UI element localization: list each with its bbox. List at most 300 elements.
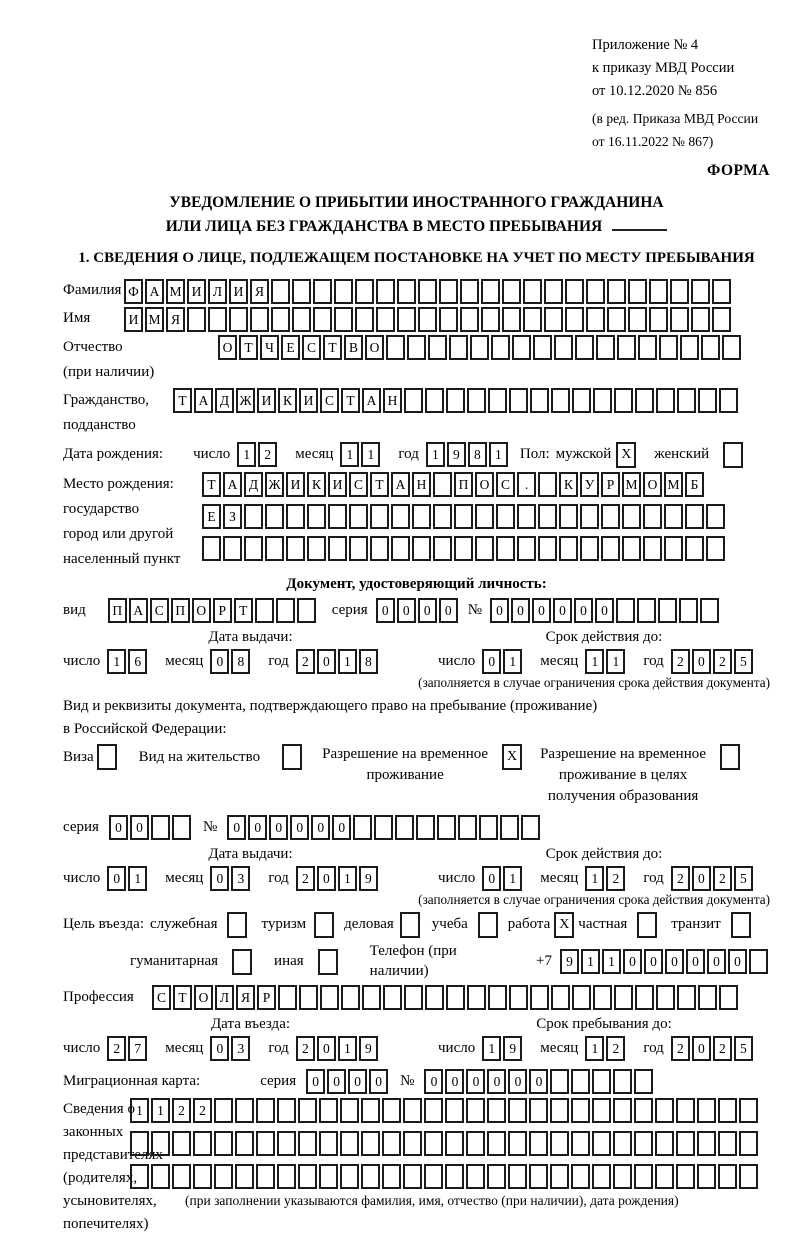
form-cell[interactable]: 0 [532, 598, 551, 623]
form-cell[interactable]: А [145, 279, 164, 304]
form-cell[interactable]: 0 [686, 949, 705, 974]
form-cell[interactable] [571, 1098, 590, 1123]
form-cell[interactable] [292, 307, 311, 332]
form-cell[interactable]: С [150, 598, 169, 623]
form-cell[interactable] [412, 504, 431, 529]
form-cell[interactable] [659, 335, 678, 360]
form-cell[interactable] [475, 504, 494, 529]
form-cell[interactable]: 9 [447, 442, 466, 467]
form-cell[interactable] [297, 598, 316, 623]
form-cell[interactable] [397, 279, 416, 304]
form-cell[interactable]: Т [239, 335, 258, 360]
form-cell[interactable] [706, 536, 725, 561]
form-cell[interactable]: В [344, 335, 363, 360]
form-cell[interactable]: О [192, 598, 211, 623]
form-cell[interactable]: И [124, 307, 143, 332]
form-cell[interactable] [530, 985, 549, 1010]
form-cell[interactable]: Д [244, 472, 263, 497]
form-cell[interactable] [298, 1164, 317, 1189]
form-cell[interactable] [622, 536, 641, 561]
form-cell[interactable] [202, 536, 221, 561]
form-cell[interactable] [592, 1069, 611, 1094]
form-cell[interactable] [488, 985, 507, 1010]
form-cell[interactable] [643, 504, 662, 529]
form-cell[interactable] [679, 598, 698, 623]
form-cell[interactable]: 9 [560, 949, 579, 974]
form-cell[interactable] [307, 536, 326, 561]
form-cell[interactable]: И [328, 472, 347, 497]
form-cell[interactable] [235, 1098, 254, 1123]
form-cell[interactable] [151, 815, 170, 840]
form-cell[interactable] [403, 1131, 422, 1156]
form-cell[interactable]: 1 [338, 649, 357, 674]
form-cell[interactable]: З [223, 504, 242, 529]
form-cell[interactable]: . [517, 472, 536, 497]
form-cell[interactable] [617, 335, 636, 360]
form-cell[interactable] [130, 1164, 149, 1189]
form-cell[interactable]: С [349, 472, 368, 497]
form-cell[interactable] [340, 1164, 359, 1189]
form-cell[interactable] [271, 307, 290, 332]
form-cell[interactable]: Ф [124, 279, 143, 304]
form-cell[interactable] [307, 504, 326, 529]
form-cell[interactable] [656, 985, 675, 1010]
form-cell[interactable] [361, 1164, 380, 1189]
form-cell[interactable]: 0 [424, 1069, 443, 1094]
form-cell[interactable] [655, 1131, 674, 1156]
form-cell[interactable] [638, 335, 657, 360]
form-cell[interactable] [428, 335, 447, 360]
form-cell[interactable] [593, 388, 612, 413]
form-cell[interactable]: 1 [585, 1036, 604, 1061]
form-cell[interactable] [403, 1164, 422, 1189]
form-cell[interactable] [328, 536, 347, 561]
form-cell[interactable] [370, 504, 389, 529]
form-cell[interactable]: О [643, 472, 662, 497]
form-cell[interactable] [386, 335, 405, 360]
form-cell[interactable]: 1 [361, 442, 380, 467]
form-cell[interactable] [208, 307, 227, 332]
form-cell[interactable] [460, 307, 479, 332]
form-cell[interactable] [613, 1098, 632, 1123]
form-cell[interactable] [278, 985, 297, 1010]
form-cell[interactable]: 0 [692, 649, 711, 674]
form-cell[interactable]: 1 [503, 649, 522, 674]
form-cell[interactable]: 0 [109, 815, 128, 840]
purpose-study-checkbox[interactable] [478, 912, 498, 938]
form-cell[interactable]: 0 [665, 949, 684, 974]
form-cell[interactable]: 1 [338, 866, 357, 891]
form-cell[interactable] [320, 985, 339, 1010]
form-cell[interactable]: Т [370, 472, 389, 497]
form-cell[interactable] [649, 279, 668, 304]
form-cell[interactable]: 0 [482, 866, 501, 891]
form-cell[interactable] [382, 1164, 401, 1189]
form-cell[interactable]: 9 [503, 1036, 522, 1061]
form-cell[interactable]: 0 [553, 598, 572, 623]
form-cell[interactable]: Е [202, 504, 221, 529]
form-cell[interactable]: А [223, 472, 242, 497]
form-cell[interactable]: Р [213, 598, 232, 623]
form-cell[interactable] [445, 1164, 464, 1189]
form-cell[interactable]: 5 [734, 649, 753, 674]
form-cell[interactable] [223, 536, 242, 561]
form-cell[interactable]: 1 [128, 866, 147, 891]
form-cell[interactable] [691, 279, 710, 304]
purpose-transit-checkbox[interactable] [731, 912, 751, 938]
form-cell[interactable]: 0 [487, 1069, 506, 1094]
form-cell[interactable] [479, 815, 498, 840]
form-cell[interactable]: 0 [692, 866, 711, 891]
form-cell[interactable] [433, 536, 452, 561]
form-cell[interactable] [628, 307, 647, 332]
form-cell[interactable]: 0 [623, 949, 642, 974]
form-cell[interactable] [349, 504, 368, 529]
form-cell[interactable] [517, 536, 536, 561]
form-cell[interactable] [256, 1131, 275, 1156]
form-cell[interactable]: 2 [713, 866, 732, 891]
form-cell[interactable]: О [365, 335, 384, 360]
form-cell[interactable] [622, 504, 641, 529]
form-cell[interactable]: 0 [508, 1069, 527, 1094]
residence-permit-checkbox[interactable] [282, 744, 302, 770]
form-cell[interactable]: 1 [489, 442, 508, 467]
form-cell[interactable]: 1 [338, 1036, 357, 1061]
form-cell[interactable]: 2 [296, 649, 315, 674]
form-cell[interactable] [214, 1164, 233, 1189]
form-cell[interactable] [670, 279, 689, 304]
form-cell[interactable] [187, 307, 206, 332]
form-cell[interactable] [418, 279, 437, 304]
form-cell[interactable]: 0 [327, 1069, 346, 1094]
form-cell[interactable]: С [302, 335, 321, 360]
form-cell[interactable]: М [622, 472, 641, 497]
form-cell[interactable] [500, 815, 519, 840]
form-cell[interactable] [523, 307, 542, 332]
form-cell[interactable] [586, 307, 605, 332]
form-cell[interactable] [571, 1069, 590, 1094]
form-cell[interactable] [521, 815, 540, 840]
form-cell[interactable] [509, 388, 528, 413]
form-cell[interactable] [575, 335, 594, 360]
form-cell[interactable] [256, 1164, 275, 1189]
form-cell[interactable]: 0 [482, 649, 501, 674]
temp-residence-edu-checkbox[interactable] [720, 744, 740, 770]
form-cell[interactable] [616, 598, 635, 623]
form-cell[interactable] [544, 307, 563, 332]
form-cell[interactable] [277, 1164, 296, 1189]
form-cell[interactable] [412, 536, 431, 561]
form-cell[interactable]: 5 [734, 866, 753, 891]
form-cell[interactable]: 2 [296, 866, 315, 891]
form-cell[interactable]: 0 [574, 598, 593, 623]
form-cell[interactable] [439, 307, 458, 332]
form-cell[interactable] [700, 598, 719, 623]
form-cell[interactable] [634, 1131, 653, 1156]
form-cell[interactable]: 0 [290, 815, 309, 840]
form-cell[interactable] [698, 388, 717, 413]
form-cell[interactable]: 2 [296, 1036, 315, 1061]
form-cell[interactable] [319, 1164, 338, 1189]
form-cell[interactable]: 1 [340, 442, 359, 467]
form-cell[interactable] [586, 279, 605, 304]
form-cell[interactable]: Т [323, 335, 342, 360]
form-cell[interactable] [592, 1164, 611, 1189]
form-cell[interactable] [592, 1131, 611, 1156]
purpose-commercial-checkbox[interactable] [400, 912, 420, 938]
form-cell[interactable] [424, 1098, 443, 1123]
form-cell[interactable] [355, 307, 374, 332]
form-cell[interactable]: Р [601, 472, 620, 497]
temp-residence-checkbox[interactable]: X [502, 744, 522, 770]
form-cell[interactable]: 1 [237, 442, 256, 467]
form-cell[interactable]: 0 [348, 1069, 367, 1094]
form-cell[interactable] [446, 985, 465, 1010]
form-cell[interactable]: Т [173, 388, 192, 413]
form-cell[interactable]: 1 [503, 866, 522, 891]
form-cell[interactable] [172, 815, 191, 840]
form-cell[interactable] [292, 279, 311, 304]
form-cell[interactable] [533, 335, 552, 360]
form-cell[interactable] [214, 1098, 233, 1123]
form-cell[interactable]: 0 [248, 815, 267, 840]
form-cell[interactable] [685, 536, 704, 561]
form-cell[interactable] [151, 1164, 170, 1189]
form-cell[interactable]: Я [250, 279, 269, 304]
form-cell[interactable] [328, 504, 347, 529]
form-cell[interactable] [712, 279, 731, 304]
form-cell[interactable] [487, 1098, 506, 1123]
form-cell[interactable]: М [664, 472, 683, 497]
form-cell[interactable] [151, 1131, 170, 1156]
form-cell[interactable]: 0 [317, 866, 336, 891]
form-cell[interactable] [313, 279, 332, 304]
form-cell[interactable] [685, 504, 704, 529]
form-cell[interactable] [614, 388, 633, 413]
form-cell[interactable] [458, 815, 477, 840]
form-cell[interactable] [565, 307, 584, 332]
form-cell[interactable] [244, 536, 263, 561]
form-cell[interactable] [698, 985, 717, 1010]
form-cell[interactable]: 5 [734, 1036, 753, 1061]
form-cell[interactable] [601, 504, 620, 529]
form-cell[interactable] [488, 388, 507, 413]
form-cell[interactable] [445, 1131, 464, 1156]
form-cell[interactable]: О [218, 335, 237, 360]
form-cell[interactable] [271, 279, 290, 304]
form-cell[interactable] [664, 536, 683, 561]
form-cell[interactable] [433, 504, 452, 529]
form-cell[interactable] [130, 1131, 149, 1156]
form-cell[interactable]: 2 [713, 649, 732, 674]
form-cell[interactable]: Е [281, 335, 300, 360]
form-cell[interactable]: 7 [128, 1036, 147, 1061]
form-cell[interactable] [664, 504, 683, 529]
form-cell[interactable]: 0 [210, 1036, 229, 1061]
form-cell[interactable]: К [278, 388, 297, 413]
form-cell[interactable] [572, 985, 591, 1010]
form-cell[interactable]: А [362, 388, 381, 413]
form-cell[interactable]: 0 [728, 949, 747, 974]
form-cell[interactable] [656, 388, 675, 413]
form-cell[interactable] [255, 598, 274, 623]
form-cell[interactable] [739, 1098, 758, 1123]
form-cell[interactable] [596, 335, 615, 360]
form-cell[interactable]: А [129, 598, 148, 623]
form-cell[interactable]: 0 [644, 949, 663, 974]
form-cell[interactable]: Я [236, 985, 255, 1010]
form-cell[interactable] [391, 536, 410, 561]
form-cell[interactable] [550, 1098, 569, 1123]
form-cell[interactable] [481, 307, 500, 332]
form-cell[interactable]: 8 [359, 649, 378, 674]
purpose-tourism-checkbox[interactable] [314, 912, 334, 938]
form-cell[interactable] [565, 279, 584, 304]
form-cell[interactable] [481, 279, 500, 304]
form-cell[interactable]: 6 [128, 649, 147, 674]
form-cell[interactable] [403, 1098, 422, 1123]
form-cell[interactable] [508, 1131, 527, 1156]
form-cell[interactable] [613, 1069, 632, 1094]
form-cell[interactable] [712, 307, 731, 332]
form-cell[interactable] [601, 536, 620, 561]
form-cell[interactable] [382, 1098, 401, 1123]
form-cell[interactable] [362, 985, 381, 1010]
form-cell[interactable] [496, 536, 515, 561]
form-cell[interactable] [680, 335, 699, 360]
form-cell[interactable] [460, 279, 479, 304]
form-cell[interactable]: 0 [445, 1069, 464, 1094]
form-cell[interactable]: 0 [418, 598, 437, 623]
form-cell[interactable] [425, 985, 444, 1010]
form-cell[interactable]: К [307, 472, 326, 497]
form-cell[interactable] [739, 1131, 758, 1156]
form-cell[interactable]: 1 [585, 649, 604, 674]
form-cell[interactable] [571, 1164, 590, 1189]
form-cell[interactable] [554, 335, 573, 360]
form-cell[interactable] [276, 598, 295, 623]
form-cell[interactable]: С [320, 388, 339, 413]
form-cell[interactable]: 1 [602, 949, 621, 974]
form-cell[interactable] [425, 388, 444, 413]
form-cell[interactable] [655, 1098, 674, 1123]
form-cell[interactable]: 0 [332, 815, 351, 840]
form-cell[interactable]: 0 [595, 598, 614, 623]
form-cell[interactable]: 9 [359, 866, 378, 891]
form-cell[interactable] [749, 949, 768, 974]
form-cell[interactable]: Н [383, 388, 402, 413]
form-cell[interactable] [592, 1098, 611, 1123]
form-cell[interactable] [319, 1131, 338, 1156]
form-cell[interactable] [508, 1164, 527, 1189]
form-cell[interactable] [298, 1131, 317, 1156]
form-cell[interactable]: Д [215, 388, 234, 413]
form-cell[interactable] [256, 1098, 275, 1123]
form-cell[interactable] [376, 279, 395, 304]
form-cell[interactable] [265, 504, 284, 529]
form-cell[interactable]: 1 [482, 1036, 501, 1061]
form-cell[interactable]: 0 [311, 815, 330, 840]
purpose-humanitarian-checkbox[interactable] [232, 949, 252, 975]
form-cell[interactable]: О [194, 985, 213, 1010]
form-cell[interactable]: Л [215, 985, 234, 1010]
form-cell[interactable]: Т [173, 985, 192, 1010]
form-cell[interactable]: Я [166, 307, 185, 332]
form-cell[interactable] [509, 985, 528, 1010]
form-cell[interactable] [334, 307, 353, 332]
form-cell[interactable]: Т [234, 598, 253, 623]
form-cell[interactable]: И [257, 388, 276, 413]
form-cell[interactable] [538, 504, 557, 529]
form-cell[interactable] [508, 1098, 527, 1123]
form-cell[interactable]: 0 [369, 1069, 388, 1094]
form-cell[interactable] [706, 504, 725, 529]
form-cell[interactable]: П [108, 598, 127, 623]
purpose-work-checkbox[interactable]: X [554, 912, 574, 938]
form-cell[interactable]: Ч [260, 335, 279, 360]
form-cell[interactable] [193, 1131, 212, 1156]
form-cell[interactable] [313, 307, 332, 332]
form-cell[interactable]: М [166, 279, 185, 304]
form-cell[interactable]: Н [412, 472, 431, 497]
form-cell[interactable]: 2 [671, 866, 690, 891]
form-cell[interactable]: 2 [172, 1098, 191, 1123]
form-cell[interactable]: А [194, 388, 213, 413]
form-cell[interactable] [454, 536, 473, 561]
form-cell[interactable]: О [475, 472, 494, 497]
form-cell[interactable] [475, 536, 494, 561]
form-cell[interactable]: С [152, 985, 171, 1010]
form-cell[interactable] [214, 1131, 233, 1156]
form-cell[interactable] [334, 279, 353, 304]
form-cell[interactable] [613, 1131, 632, 1156]
form-cell[interactable] [340, 1098, 359, 1123]
form-cell[interactable] [391, 504, 410, 529]
form-cell[interactable]: 0 [529, 1069, 548, 1094]
form-cell[interactable] [538, 536, 557, 561]
form-cell[interactable] [634, 1069, 653, 1094]
form-cell[interactable]: Б [685, 472, 704, 497]
form-cell[interactable]: И [299, 388, 318, 413]
form-cell[interactable] [446, 388, 465, 413]
form-cell[interactable] [550, 1164, 569, 1189]
purpose-other-checkbox[interactable] [318, 949, 338, 975]
form-cell[interactable] [491, 335, 510, 360]
form-cell[interactable]: Т [202, 472, 221, 497]
form-cell[interactable]: М [145, 307, 164, 332]
form-cell[interactable]: Ж [265, 472, 284, 497]
form-cell[interactable] [374, 815, 393, 840]
form-cell[interactable]: 8 [231, 649, 250, 674]
form-cell[interactable] [634, 1164, 653, 1189]
form-cell[interactable] [701, 335, 720, 360]
form-cell[interactable] [487, 1164, 506, 1189]
form-cell[interactable] [614, 985, 633, 1010]
sex-female-checkbox[interactable] [723, 442, 743, 468]
form-cell[interactable] [424, 1131, 443, 1156]
form-cell[interactable] [299, 985, 318, 1010]
form-cell[interactable] [376, 307, 395, 332]
form-cell[interactable]: 1 [585, 866, 604, 891]
form-cell[interactable] [739, 1164, 758, 1189]
form-cell[interactable]: 1 [606, 649, 625, 674]
form-cell[interactable]: 0 [210, 866, 229, 891]
form-cell[interactable]: 0 [511, 598, 530, 623]
form-cell[interactable]: 3 [231, 866, 250, 891]
form-cell[interactable] [551, 388, 570, 413]
form-cell[interactable]: 0 [306, 1069, 325, 1094]
form-cell[interactable] [718, 1098, 737, 1123]
